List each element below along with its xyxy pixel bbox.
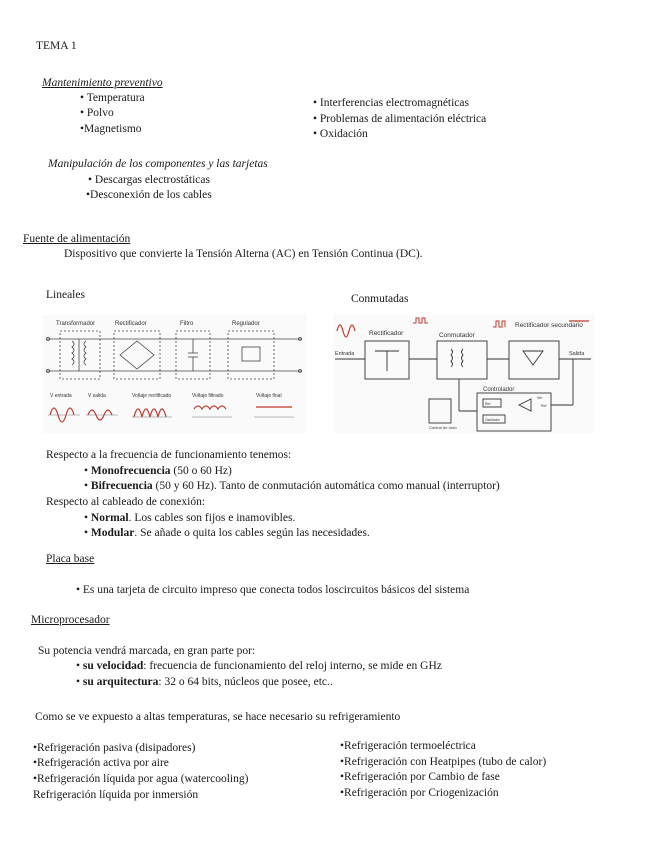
list-item: • Polvo (80, 107, 114, 119)
topic-heading: TEMA 1 (36, 40, 77, 52)
block-label: Ver (537, 396, 543, 400)
wave-label: Voltaje rectificado (132, 393, 172, 399)
block-label: Entrada (335, 351, 355, 357)
list-item: •Refrigeración termoeléctrica (340, 740, 476, 752)
block-label: Transformador (56, 321, 96, 327)
switched-supply-svg (333, 315, 595, 433)
description: (50 o 60 Hz) (170, 465, 232, 477)
linear-supply-diagram (42, 315, 307, 433)
description: (50 y 60 Hz). Tanto de conmutación automática como manual (interruptor) (152, 480, 500, 492)
term: Normal (90, 512, 129, 524)
description: : frecuencia de funcionamiento del reloj interno, se mide en GHz (143, 660, 442, 672)
fuente-description: Dispositivo que convierte la Tensión Alterna (AC) en Tensión Continua (DC). (64, 248, 423, 260)
description: . Se añade o quita los cables según las necesidades. (134, 527, 370, 539)
list-item: • Oxidación (313, 128, 368, 140)
switched-supply-diagram (333, 315, 595, 433)
placa-title: Placa base (46, 553, 95, 565)
list-item: • Normal. Los cables son fijos e inamovibles. (84, 512, 296, 524)
block-label: Conmutador (439, 332, 475, 339)
block-label: Ref (485, 402, 491, 406)
list-item: •Refrigeración por Cambio de fase (340, 771, 500, 783)
list-item: • Monofrecuencia (50 o 60 Hz) (84, 465, 232, 477)
list-item: Refrigeración líquida por inmersión (33, 789, 199, 801)
list-item: •Desconexión de los cables (86, 189, 212, 201)
mantenimiento-title: Mantenimiento preventivo (42, 77, 163, 89)
micro-intro: Su potencia vendrá marcada, en gran parte por: (38, 645, 256, 657)
list-item: • su arquitectura: 32 o 64 bits, núcleos que posee, etc.. (76, 676, 333, 688)
micro-title: Microprocesador (31, 614, 110, 626)
block-label: Oscilador (485, 418, 500, 422)
fuente-title: Fuente de alimentación (23, 233, 131, 245)
block-label: Regulador (232, 321, 260, 327)
list-item: • Bifrecuencia (50 y 60 Hz). Tanto de conmutación automática como manual (interruptor) (84, 480, 500, 492)
linear-supply-svg (42, 315, 307, 433)
term: Bifrecuencia (90, 480, 153, 492)
lineales-label: Lineales (46, 289, 85, 301)
block-label: Controlador (483, 387, 515, 393)
list-item: •Refrigeración activa por aire (33, 757, 169, 769)
list-item: • Problemas de alimentación eléctrica (313, 113, 487, 125)
block-label: Rectificador (115, 321, 147, 327)
block-label: Rectificador (369, 330, 404, 337)
list-item: • Temperatura (80, 92, 145, 104)
wave-label: Voltaje filtrado (192, 393, 224, 399)
manipulacion-title: Manipulación de los componentes y las tarjetas (48, 158, 268, 170)
list-item: • Interferencias electromagnéticas (313, 97, 469, 109)
wave-label: Voltaje final (256, 393, 282, 399)
term: Modular (90, 527, 135, 539)
list-item: •Magnetismo (80, 123, 142, 135)
list-item: •Refrigeración pasiva (disipadores) (33, 742, 196, 754)
description: . Los cables son fijos e inamovibles. (128, 512, 296, 524)
wave-label: V salida (88, 393, 106, 399)
block-label: Salida (569, 351, 585, 357)
list-item: •Refrigeración por Criogenización (340, 787, 499, 799)
term: Monofrecuencia (90, 465, 171, 477)
list-item: •Refrigeración con Heatpipes (tubo de calor) (340, 756, 547, 768)
block-label: Ref (541, 404, 547, 408)
description: : 32 o 64 bits, núcleos que posee, etc.. (158, 676, 333, 688)
term: su arquitectura (82, 676, 159, 688)
term: su velocidad (82, 660, 144, 672)
list-item: • Modular. Se añade o quita los cables según las necesidades. (84, 527, 370, 539)
list-item: • su velocidad: frecuencia de funcionamiento del reloj interno, se mide en GHz (76, 660, 442, 672)
micro-temp-text: Como se ve expuesto a altas temperaturas, se hace necesario su refrigeramiento (35, 711, 401, 723)
block-label: Rectificador secundario (515, 322, 583, 329)
list-item: • Descargas electrostáticas (88, 174, 210, 186)
frecuencia-intro: Respecto a la frecuencia de funcionamiento tenemos: (46, 449, 292, 461)
block-label: Control de ciclo (429, 425, 457, 430)
list-item: • Es una tarjeta de circuito impreso que conecta todos loscircuitos básicos del sistema (76, 584, 470, 596)
conmutadas-label: Conmutadas (351, 293, 409, 305)
wave-label: V entrada (50, 393, 72, 399)
cableado-intro: Respecto al cableado de conexión: (46, 496, 206, 508)
block-label: Filtro (180, 321, 194, 327)
list-item: •Refrigeración líquida por agua (watercooling) (33, 773, 249, 785)
